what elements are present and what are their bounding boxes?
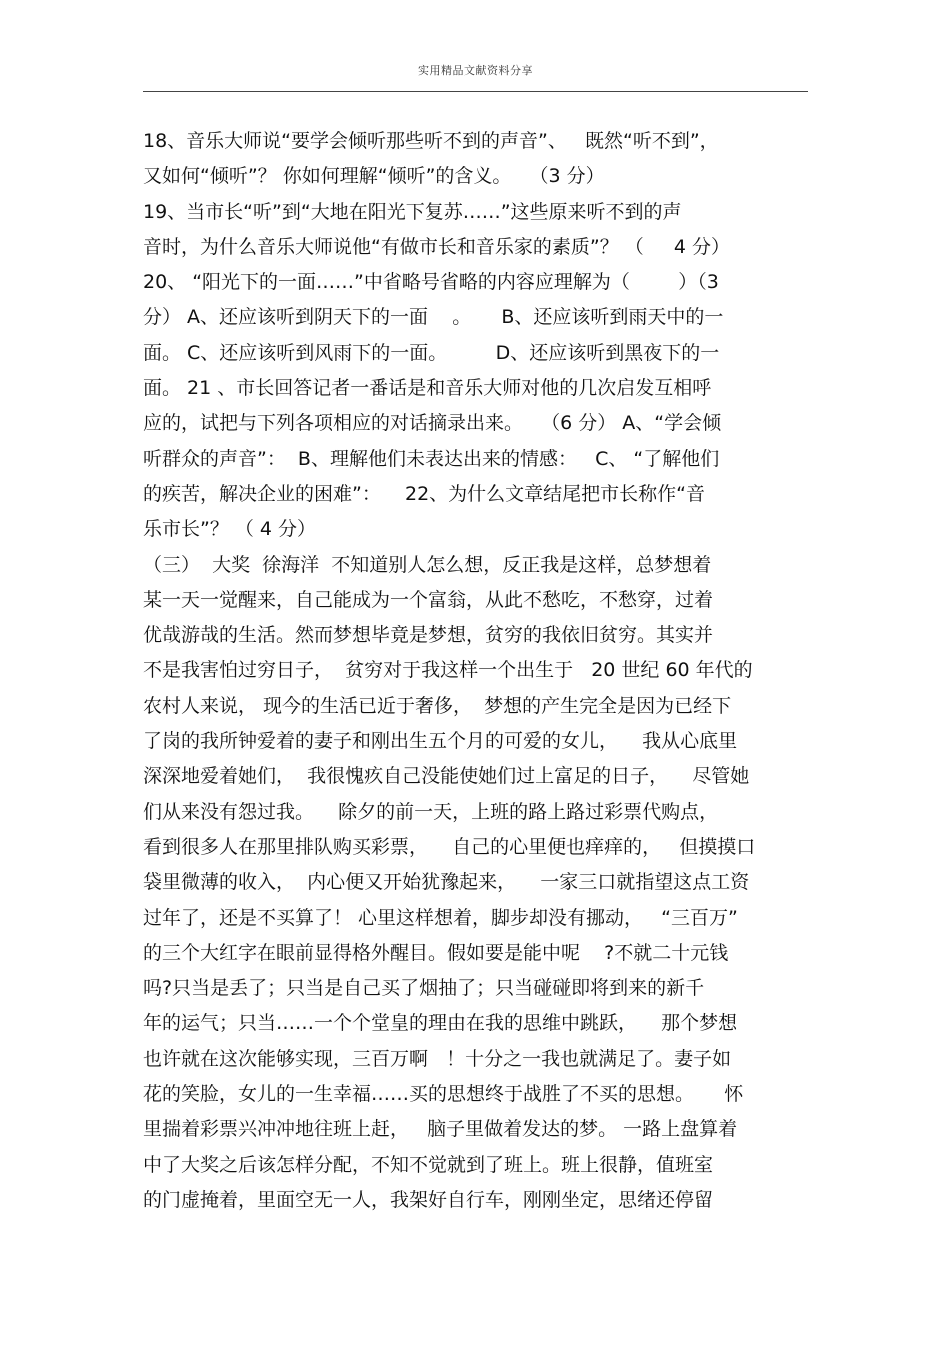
- text-line: 深深地爱着她们， 我很愧疚自己没能使她们过上富足的日子， 尽管她: [143, 765, 750, 788]
- text-line: 里揣着彩票兴冲冲地往班上赶， 脑子里做着发达的梦。 一路上盘算着: [143, 1118, 738, 1141]
- text-line: 19、当市长“听”到“大地在阳光下复苏……”这些原来听不到的声: [143, 200, 682, 223]
- text-line: 也许就在这次能够实现，三百万啊 ！十分之一我也就满足了。妻子如: [143, 1047, 732, 1070]
- text-line: 的三个大红字在眼前显得格外醒目。假如要是能中呢 ?不就二十元钱: [143, 941, 729, 964]
- text-line: 农村人来说， 现今的生活已近于奢侈， 梦想的产生完全是因为已经下: [143, 694, 732, 717]
- text-line: 花的笑脸，女儿的一生幸福……买的思想终于战胜了不买的思想。 怀: [143, 1083, 744, 1106]
- text-line: 面。 21 、市长回答记者一番话是和音乐大师对他的几次启发互相呼: [143, 377, 712, 400]
- text-line: 又如何“倾听”？ 你如何理解“倾听”的含义。 （3 分）: [143, 165, 605, 188]
- text-line: 20、 “阳光下的一面……”中省略号省略的内容应理解为（ ）（3: [143, 271, 719, 294]
- text-line: 中了大奖之后该怎样分配，不知不觉就到了班上。班上很静，值班室: [143, 1153, 714, 1176]
- text-line: 应的，试把与下列各项相应的对话摘录出来。 （6 分） A、“学会倾: [143, 412, 722, 435]
- text-line: 乐市长”？ （ 4 分）: [143, 518, 317, 541]
- text-line: 们从来没有怨过我。 除夕的前一天，上班的路上路过彩票代购点，: [143, 800, 719, 823]
- text-line: 年的运气；只当……一个个堂皇的理由在我的思维中跳跃， 那个梦想: [143, 1012, 738, 1035]
- page-header: 实用精品文献资料分享: [418, 64, 533, 77]
- text-line: 某一天一觉醒来，自己能成为一个富翁，从此不愁吃，不愁穿，过着: [143, 588, 714, 611]
- text-line: 不是我害怕过穷日子， 贫穷对于我这样一个出生于 20 世纪 60 年代的: [143, 659, 753, 682]
- text-line: 吗?只当是丢了；只当是自己买了烟抽了；只当碰碰即将到来的新千: [143, 977, 705, 1000]
- document-body: [143, 124, 813, 1218]
- text-line: 优哉游哉的生活。然而梦想毕竟是梦想，贫穷的我依旧贫穷。其实并: [143, 624, 714, 647]
- text-line: 过年了，还是不买算了！ 心里这样想着，脚步却没有挪动， “三百万”: [143, 906, 738, 929]
- text-line: 的疾苦，解决企业的困难”： 22、为什么文章结尾把市长称作“音: [143, 482, 706, 505]
- text-line: 听群众的声音”： B、理解他们未表达出来的情感： C、 “了解他们: [143, 447, 720, 470]
- text-line: 分） A、还应该听到阴天下的一面 。 B、还应该听到雨天中的一: [143, 306, 724, 329]
- text-line: 18、音乐大师说“要学会倾听那些听不到的声音”、 既然“听不到”，: [143, 130, 719, 152]
- text-line: 的门虚掩着，里面空无一人，我架好自行车，刚刚坐定，思绪还停留: [143, 1188, 714, 1211]
- text-line: 了岗的我所钟爱着的妻子和刚出生五个月的可爱的女儿， 我从心底里: [143, 730, 738, 753]
- header-divider: [143, 91, 808, 92]
- text-line: 面。 C、还应该听到风雨下的一面。 D、还应该听到黑夜下的一: [143, 341, 720, 364]
- text-line: （三） 大奖 徐海洋 不知道别人怎么想，反正我是这样，总梦想着: [143, 553, 712, 576]
- text-line: 看到很多人在那里排队购买彩票， 自己的心里便也痒痒的， 但摸摸口: [143, 835, 756, 858]
- text-line: 音时，为什么音乐大师说他“有做市长和音乐家的素质”？ （ 4 分）: [143, 235, 731, 258]
- text-line: 袋里微薄的收入， 内心便又开始犹豫起来， 一家三口就指望这点工资: [143, 871, 750, 894]
